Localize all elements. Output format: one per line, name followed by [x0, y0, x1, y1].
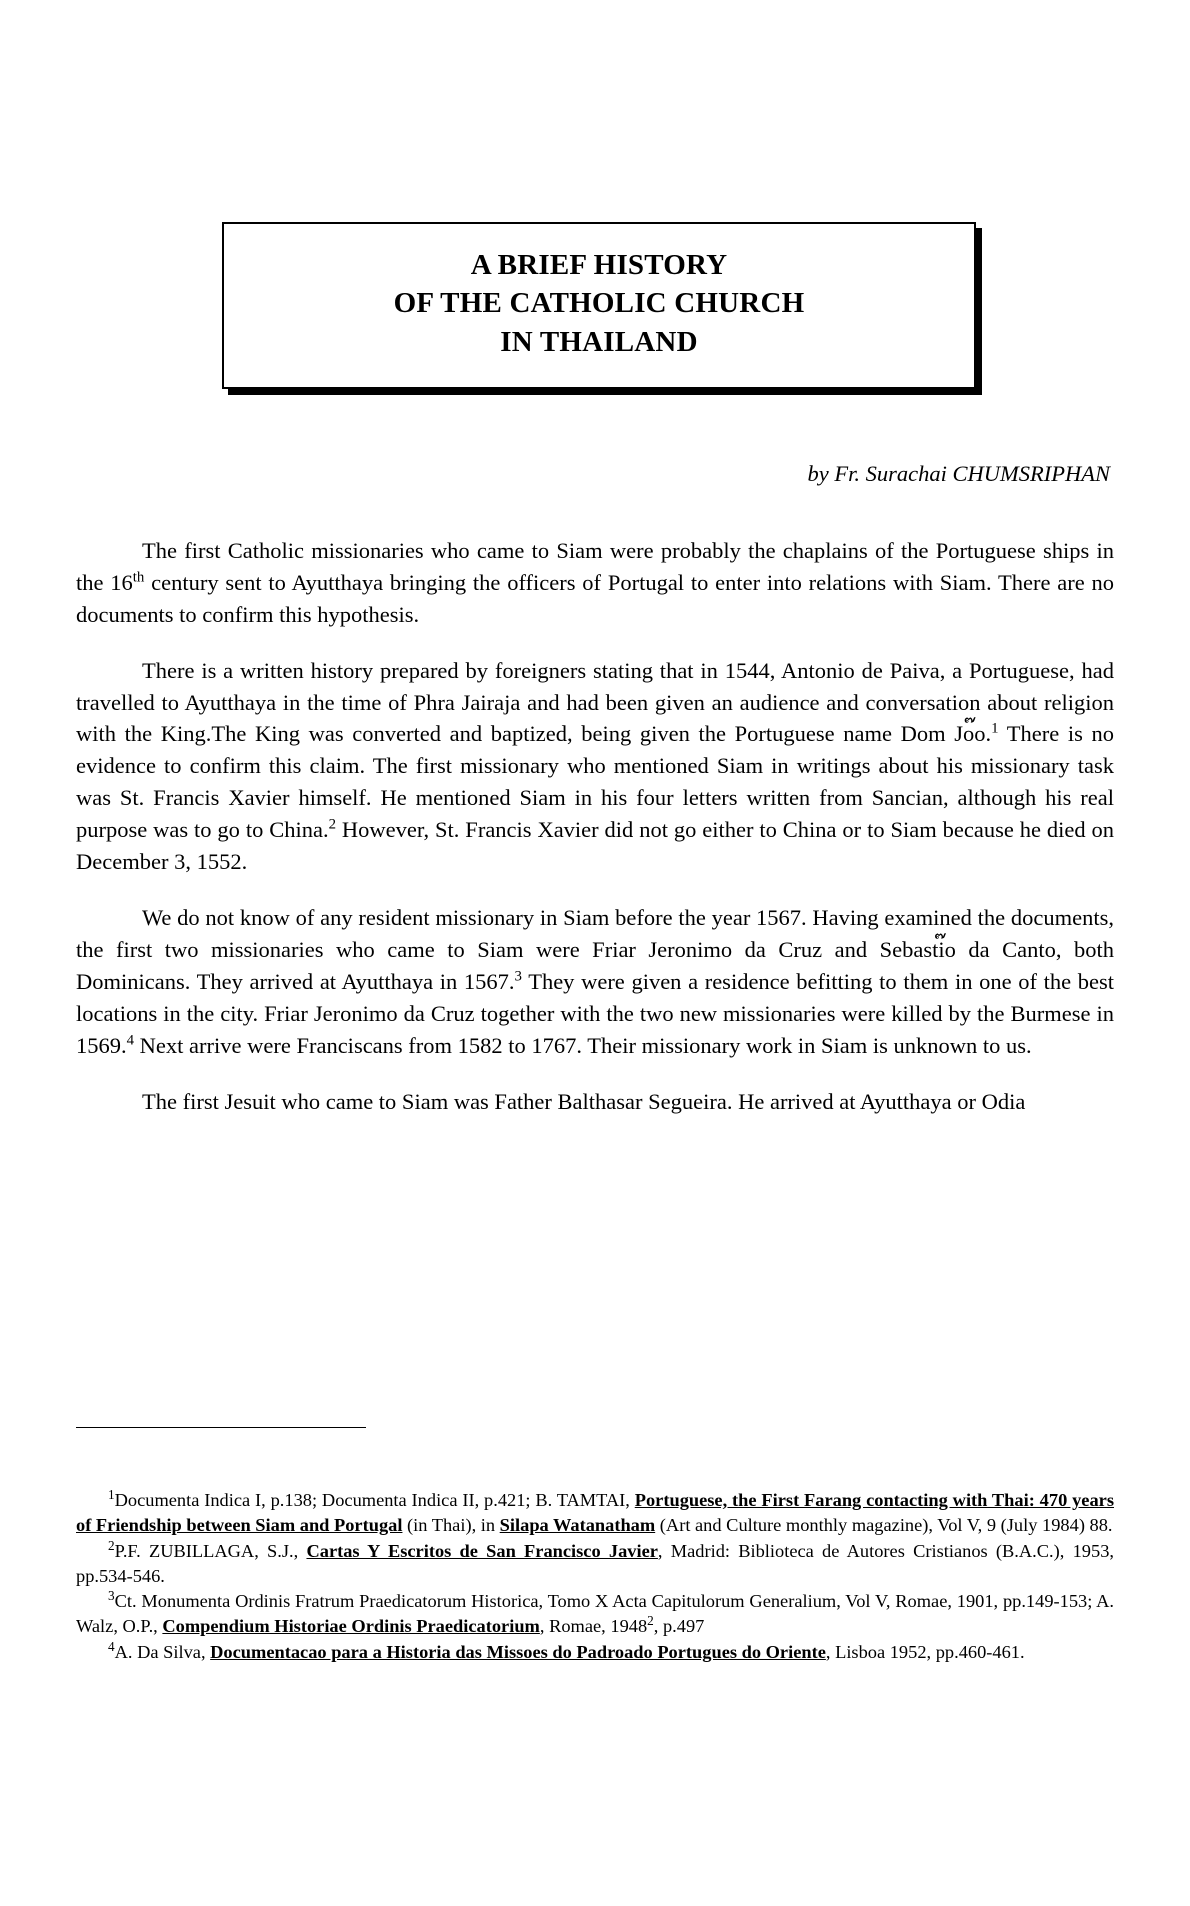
page-title-line-1: A BRIEF HISTORY [470, 249, 728, 281]
footnote-area [76, 1427, 1114, 1666]
footnote-3-edition-superscript: 2 [647, 1613, 654, 1629]
footnote-separator-rule [76, 1427, 366, 1428]
page-title-line-2: OF THE CATHOLIC CHURCH [393, 287, 805, 320]
footnote-3 [76, 1589, 1114, 1639]
footnote-1 [76, 1488, 1114, 1538]
paragraph-3-part-c: Next arrive were Franciscans from 1582 to 1767. Their missionary work in Siam is unknown to us. [134, 1032, 1032, 1058]
footnote-4-title-1: Documentacao para a Historia das Missoes do Padroado Portugues do Oriente [210, 1642, 826, 1663]
ordinal-superscript-th: th [132, 569, 145, 586]
footnote-3-text-c: , p.497 [653, 1616, 705, 1637]
footnote-1-marker: 1 [108, 1486, 115, 1502]
paragraph-1-part-b: century sent to Ayutthaya bringing the officers of Portugal to enter into relations with Siam. There are no documents to confirm this hypothesis. [76, 569, 1114, 627]
paragraph-4: The first Jesuit who came to Siam was Father Balthasar Segueira. He arrived at Ayutthaya or Odia [142, 1088, 1026, 1114]
footnote-1-text-a: Documenta Indica I, p.138; Documenta Indica II, p.421; B. TAMTAI, [114, 1490, 635, 1510]
title-box-inner [234, 246, 964, 361]
title-box-frame [222, 222, 976, 389]
footnote-3-title-1: Compendium Historiae Ordinis Praedicatorium [162, 1616, 540, 1637]
footnote-ref-1[interactable]: 1 [991, 720, 999, 737]
footnote-1-title-2: Silapa Watanatham [499, 1514, 656, 1535]
paragraph-1-part-a: The first Catholic missionaries who came to Siam were probably the chaplains of the Portuguese ships in the 16 [76, 537, 1114, 595]
footnote-1-text-c: (Art and Culture monthly magazine), Vol V, 9 (July 1984) 88. [655, 1514, 1113, 1535]
title-box [222, 222, 976, 389]
footnote-ref-4[interactable]: 4 [126, 1032, 135, 1049]
paragraph-2-part-c: However, St. Francis Xavier did not go either to China or to Siam because he died on December 3, 1552. [76, 817, 1114, 875]
footnote-3-text-a: Ct. Monumenta Ordinis Fratrum Praedicatorum Historica, Tomo X Acta Capitulorum Generalium, Vol V, Romae, 1901, pp.149-153; A. Walz, O.P., [76, 1591, 1114, 1637]
paragraph-3-part-a: We do not know of any resident missionary in Siam before the year 1567. Having examined the documents, the first two missionaries who came to Siam were Friar Jeronimo da Cruz and Sebasti๊o da Canto, both Dominicans. They arrived at Ayutthaya in 1567. [76, 905, 1114, 995]
footnote-ref-2[interactable]: 2 [328, 816, 337, 833]
document-page [0, 222, 1190, 1906]
author-byline: by Fr. Surachai CHUMSRIPHAN [807, 460, 1110, 486]
footnote-4-text-a: A. Da Silva, [114, 1642, 211, 1663]
footnote-2 [76, 1539, 1114, 1589]
paragraph-2-part-a: There is a written history prepared by foreigners stating that in 1544, Antonio de Paiva, a Portuguese, had travelled to Ayutthaya in the time of Phra Jairaja and had been given an audience and conversation about religion with the King.The King was converted and baptized, being given the Portuguese name Dom Jo๊o. [76, 657, 1114, 747]
footnote-1-title-1: Portuguese, the First Farang contacting with Thai: 470 years of Friendship between Siam and Portugal [76, 1490, 1114, 1535]
footnote-4-marker: 4 [108, 1638, 115, 1654]
footnote-2-marker: 2 [108, 1537, 115, 1553]
paragraph-3-part-b: They were given a residence befitting to them in one of the best locations in the city. Friar Jeronimo da Cruz together with the two new missionaries were killed by the Burmese in 1569. [76, 969, 1114, 1058]
paragraph-2-part-b: There is no evidence to confirm this claim. The first missionary who mentioned Siam in writings about his missionary task was St. Francis Xavier himself. He mentioned Siam in his four letters written from Sancian, although his real purpose was to go to China. [76, 721, 1115, 843]
footnote-2-text-b: , Madrid: Biblioteca de Autores Cristianos (B.A.C.), 1953, pp.534-546. [76, 1540, 1114, 1586]
footnote-4 [76, 1640, 1114, 1665]
paragraph-3 [76, 902, 1114, 1062]
footnote-3-text-b: , Romae, 1948 [539, 1616, 648, 1637]
footnote-3-marker: 3 [108, 1588, 115, 1604]
footnote-2-title-1: Cartas Y Escritos de San Francisco Javier [306, 1540, 658, 1561]
paragraph-1 [76, 535, 1114, 631]
page-title-line-3: IN THAILAND [500, 325, 698, 358]
paragraph-2 [76, 655, 1114, 879]
footnote-ref-3[interactable]: 3 [514, 968, 522, 985]
footnote-1-text-b: (in Thai), in [402, 1514, 500, 1535]
footnote-4-text-b: , Lisboa 1952, pp.460-461. [825, 1642, 1025, 1663]
footnote-2-text-a: P.F. ZUBILLAGA, S.J., [114, 1540, 307, 1561]
body-text [76, 535, 1114, 1118]
